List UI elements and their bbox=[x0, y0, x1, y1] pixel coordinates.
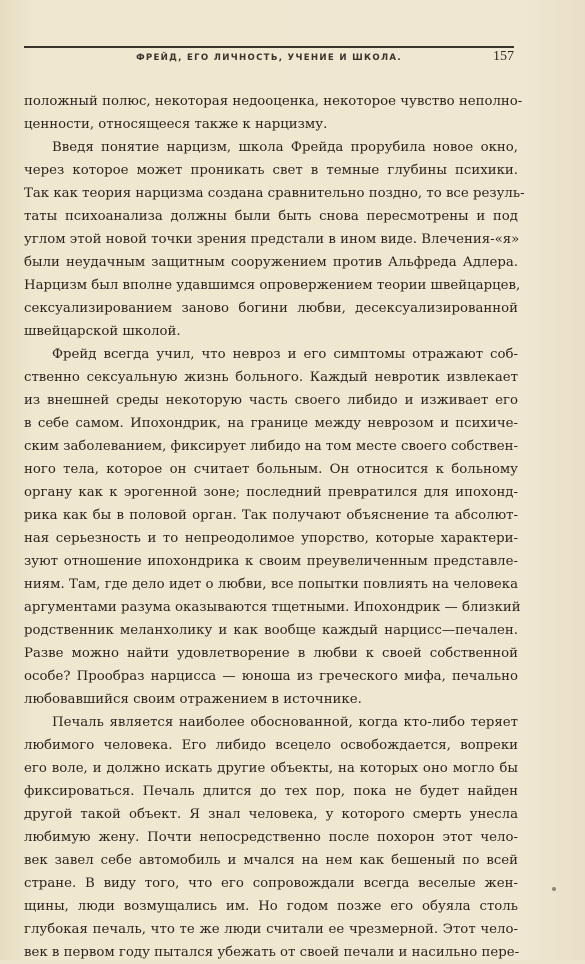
text-line: век в первом году пытался убежать от своей печали и насильно пере- bbox=[24, 945, 520, 960]
text-line: любимую жену. Почти непосредственно после похорон этот чело- bbox=[24, 830, 518, 845]
text-line: ная серьезность и то непреодолимое упорство, которые характери- bbox=[24, 531, 518, 546]
text-line: Введя понятие нарцизм, школа Фрейда прорубила новое окно, bbox=[52, 140, 518, 155]
text-line: ценности, относящееся также к нарцизму. bbox=[24, 117, 328, 132]
text-line: Печаль является наиболее обоснованной, когда кто-либо теряет bbox=[52, 715, 518, 730]
text-line: ственно сексуальную жизнь больного. Каждый невротик извлекает bbox=[24, 370, 518, 385]
text-line: другой такой объект. Я знал человека, у которого смерть унесла bbox=[24, 807, 518, 822]
text-line: любовавшийся своим отражением в источнике. bbox=[24, 692, 362, 707]
text-line: аргументами разума оказываются тщетными. Ипохондрик — близкий bbox=[24, 600, 521, 615]
text-line: ного тела, которое он считает больным. Он относится к больному bbox=[24, 462, 518, 477]
text-line: Разве можно найти удовлетворение в любви к своей собственной bbox=[24, 646, 518, 661]
text-line: ниям. Там, где дело идет о любви, все попытки повлиять на человека bbox=[24, 577, 518, 592]
text-line: Фрейд всегда учил, что невроз и его симптомы отражают соб- bbox=[52, 347, 518, 362]
text-line: глубокая печаль, что те же люди считали ее чрезмерной. Этот чело- bbox=[24, 922, 518, 937]
running-title: ФРЕЙД, ЕГО ЛИЧНОСТЬ, УЧЕНИЕ И ШКОЛА. bbox=[136, 53, 402, 63]
body-text bbox=[24, 90, 525, 964]
text-line: родственник меланхолику и как вообще каждый нарцисс—печален. bbox=[24, 623, 518, 638]
text-line: любимого человека. Его либидо всецело освобождается, вопреки bbox=[24, 738, 518, 753]
text-line: таты психоанализа должны были быть снова пересмотрены и под bbox=[24, 209, 518, 224]
text-line: его воле, и должно искать другие объекты, на которых оно могло бы bbox=[24, 761, 518, 776]
text-line: углом этой новой точки зрения предстали в ином виде. Влечения-«я» bbox=[24, 232, 520, 247]
text-line: фиксироваться. Печаль длится до тех пор, пока не будет найден bbox=[24, 784, 518, 799]
text-line: Так как теория нарцизма создана сравнительно поздно, то все резуль- bbox=[24, 186, 525, 201]
text-line: положный полюс, некоторая недооценка, некоторое чувство неполно- bbox=[24, 94, 523, 109]
paper-speck bbox=[552, 887, 556, 891]
text-line: через которое может проникать свет в темные глубины психики. bbox=[24, 163, 518, 178]
text-line: рика как бы в половой орган. Так получают объяснение та абсолют- bbox=[24, 508, 518, 523]
text-line: зуют отношение ипохондрика к своим преувеличенным представле- bbox=[24, 554, 518, 569]
text-line: были неудачным защитным сооружением против Альфреда Адлера. bbox=[24, 255, 518, 270]
text-line: швейцарской школой. bbox=[24, 324, 181, 339]
text-line: особе? Прообраз нарцисса — юноша из греческого мифа, печально bbox=[24, 669, 518, 684]
text-line: щины, люди возмущались им. Но годом позже его обуяла столь bbox=[24, 899, 518, 914]
text-line: Нарцизм был вполне удавшимся опровержением теории швейцарцев, bbox=[24, 278, 521, 293]
header-rule bbox=[24, 46, 514, 48]
text-line: в себе самом. Ипохондрик, на границе между неврозом и психиче- bbox=[24, 416, 518, 431]
text-line: сексуализированием заново богини любви, десексуализированной bbox=[24, 301, 518, 316]
text-line: органу как к эрогенной зоне; последний превратился для ипохонд- bbox=[24, 485, 518, 500]
page-number: 157 bbox=[493, 49, 514, 64]
text-line: век завел себе автомобиль и мчался на нем как бешеный по всей bbox=[24, 853, 518, 868]
text-line: из внешней среды некоторую часть своего либидо и изживает его bbox=[24, 393, 518, 408]
page-header bbox=[24, 46, 514, 72]
text-line: стране. В виду того, что его сопровождали всегда веселые жен- bbox=[24, 876, 518, 891]
text-line: ским заболеванием, фиксирует либидо на том месте своего собствен- bbox=[24, 439, 518, 454]
